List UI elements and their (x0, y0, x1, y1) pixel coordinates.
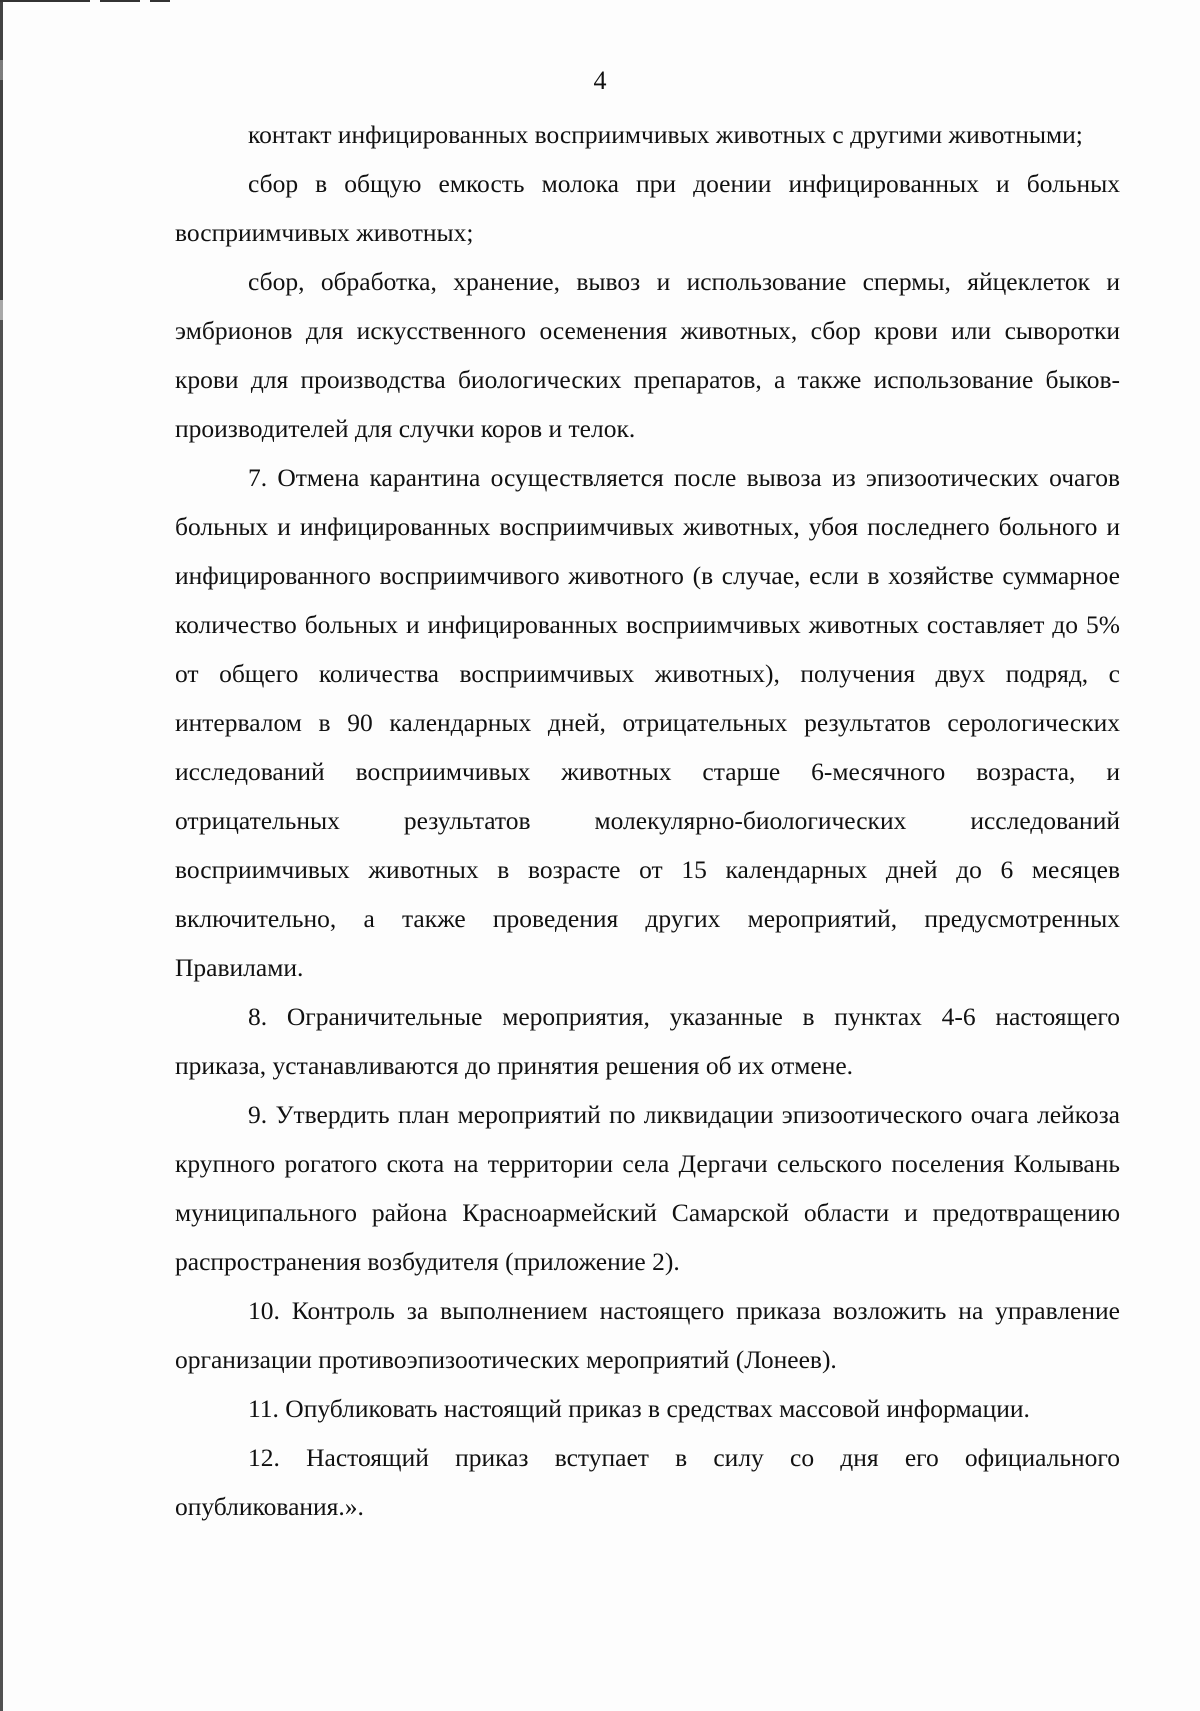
paragraph-item-7: 7. Отмена карантина осуществляется после вывоза из эпизоотических очагов больных и инфицированных восприимчивых животных, убоя последнего больного и инфицированного восприимчивого животного (в случае, если в хозяйстве суммарное количество больных и инфицированных восприимчивых животных составляет до 5% от общего количества восприимчивых животных), получения двух подряд, с интервалом в 90 календарных дней, отрицательных результатов серологических исследований восприимчивых животных старше 6-месячного возраста, и отрицательных результатов молекулярно-биологических исследований восприимчивых животных в возрасте от 15 календарных дней до 6 месяцев включительно, а также проведения других мероприятий, предусмотренных Правилами. (175, 463, 1120, 982)
paragraph-milk-collection: сбор в общую емкость молока при доении инфицированных и больных восприимчивых животных; (175, 169, 1120, 247)
paragraph-contact: контакт инфицированных восприимчивых животных с другими животными; (248, 120, 1083, 149)
paragraph-sperm-collection: сбор, обработка, хранение, вывоз и использование спермы, яйцеклеток и эмбрионов для искусственного осеменения животных, сбор крови или сыворотки крови для производства биологических препаратов, а также использование быков-производителей для случки коров и телок. (175, 267, 1120, 443)
scan-edge-artifact (0, 0, 3, 1711)
paragraph-item-11: 11. Опубликовать настоящий приказ в средствах массовой информации. (248, 1394, 1030, 1423)
paragraph-item-8: 8. Ограничительные мероприятия, указанные в пунктах 4-6 настоящего приказа, устанавливаются до принятия решения об их отмене. (175, 1002, 1120, 1080)
paragraph-item-12: 12. Настоящий приказ вступает в силу со дня его официального опубликования.». (175, 1443, 1120, 1521)
scan-top-artifact (0, 0, 170, 2)
paragraph-item-9: 9. Утвердить план мероприятий по ликвидации эпизоотического очага лейкоза крупного рогатого скота на территории села Дергачи сельского поселения Колывань муниципального района Красноармейский Самарской области и предотвращению распространения возбудителя (приложение 2). (175, 1100, 1120, 1276)
paragraph-item-10: 10. Контроль за выполнением настоящего приказа возложить на управление организации противоэпизоотических мероприятий (Лонеев). (175, 1296, 1120, 1374)
document-body (175, 110, 1120, 1531)
page-number: 4 (593, 66, 607, 95)
